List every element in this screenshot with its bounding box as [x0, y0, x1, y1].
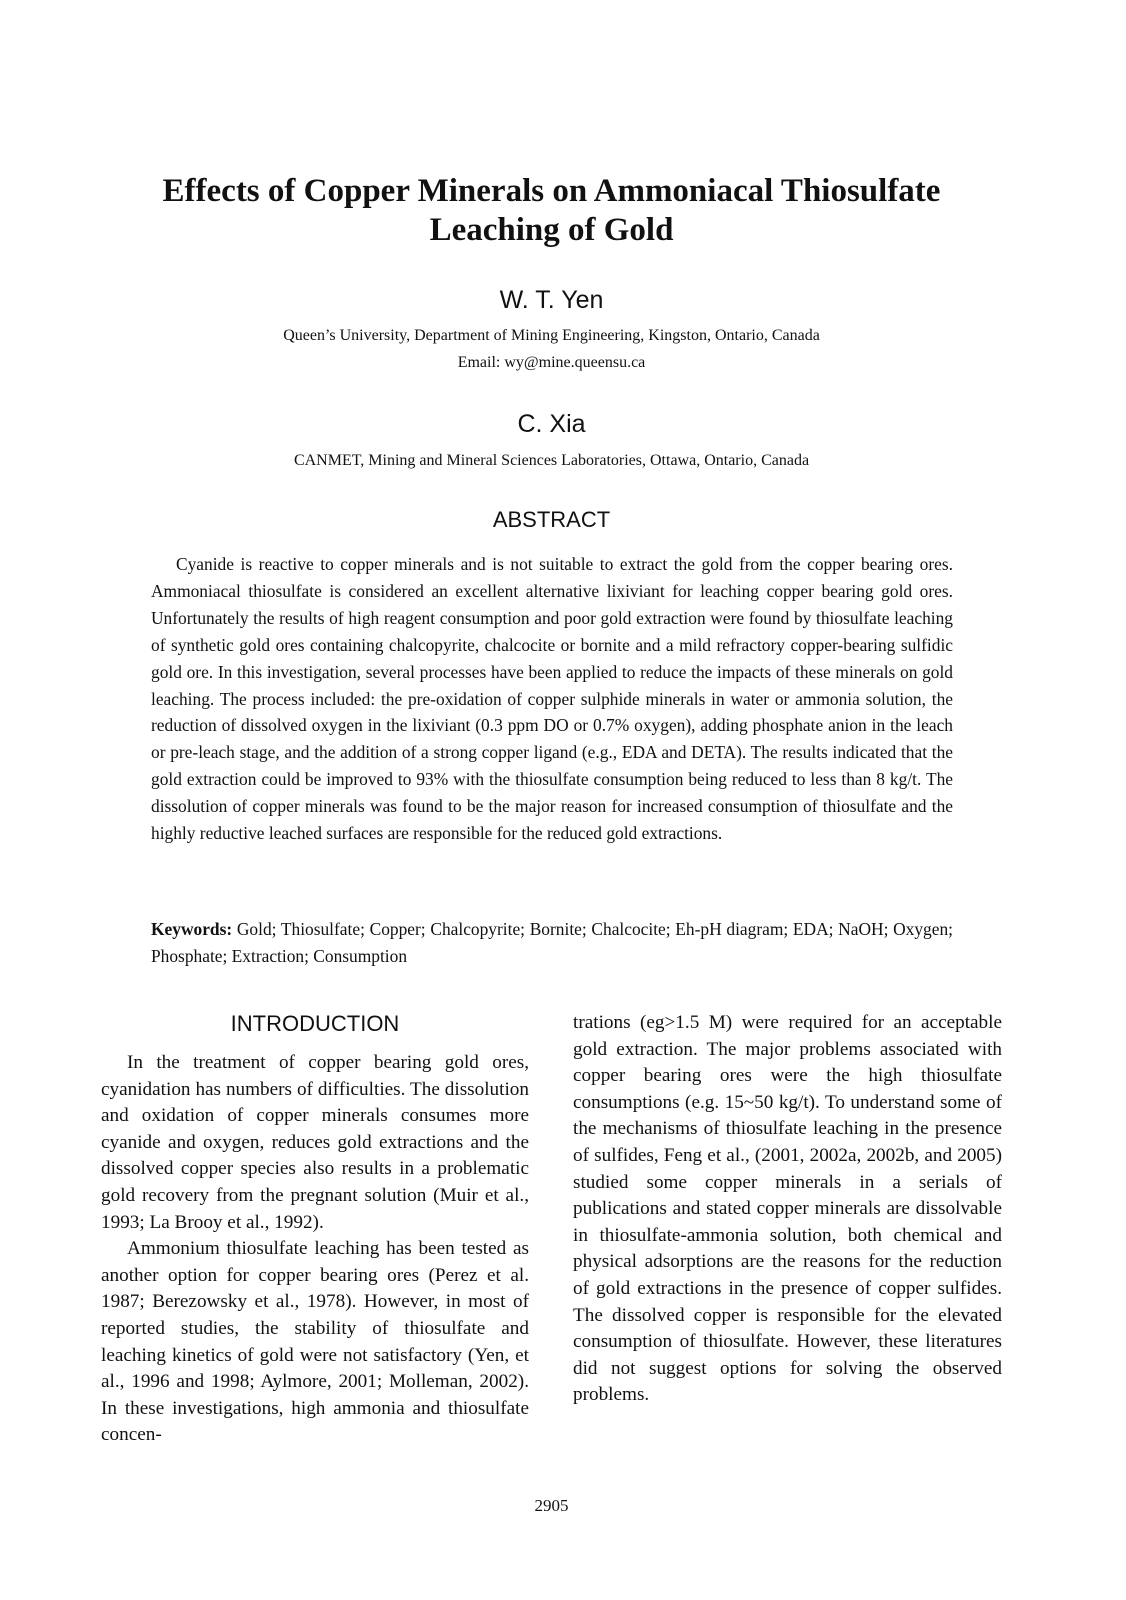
- intro-paragraph-1: In the treatment of copper bearing gold ores, cyanidation has numbers of difficulties. The dissolution and oxidation of copper minerals consumes more cyanide and oxygen, reduces gold extractions and the dissolved copper species also results in a problematic gold recovery from the pregnant solution (Muir et al., 1993; La Brooy et al., 1992).: [101, 1052, 529, 1233]
- title-line-2: Leaching of Gold: [429, 212, 674, 248]
- keywords-list: Gold; Thiosulfate; Copper; Chalcopyrite; Bornite; Chalcocite; Eh-pH diagram; EDA; NaOH; Oxygen; Phosphate; Extraction; Consumption: [151, 919, 953, 966]
- paper-title: [100, 172, 1003, 250]
- page-number: 2905: [534, 1496, 569, 1515]
- keywords-label: Keywords:: [151, 919, 233, 939]
- author-affiliation-2: CANMET, Mining and Mineral Sciences Laboratories, Ottawa, Ontario, Canada: [293, 452, 810, 469]
- intro-paragraph-2-start: Ammonium thiosulfate leaching has been tested as another option for copper bearing ores (Perez et al. 1987; Berezowsky et al., 1978). However, in most of reported studies, the stability of thiosulfate and leaching kinetics of gold were not satisfactory (Yen, et al., 1996 and 1998; Aylmore, 2001; Molleman, 2002). In these investigations, high ammonia and thiosulfate concen-: [101, 1238, 529, 1446]
- intro-paragraph-2-continued: trations (eg>1.5 M) were required for an acceptable gold extraction. The major problems associated with copper bearing ores were the high thiosulfate consumptions (e.g. 15~50 kg/t). To understand some of the mechanisms of thiosulfate leaching in the presence of sulfides, Feng et al., (2001, 2002a, 2002b, and 2005) studied some copper minerals in a serials of publications and stated copper minerals are dissolvable in thiosulfate-ammonia solution, both chemical and physical adsorptions are the reasons for the reduction of gold extractions in the presence of copper sulfides. The dissolved copper is responsible for the elevated consumption of thiosulfate. However, these literatures did not suggest options for solving the observed problems.: [573, 1012, 1002, 1406]
- author-affiliation-1: Queen’s University, Department of Mining Engineering, Kingston, Ontario, Canada: [283, 327, 820, 344]
- author-name-1: W. T. Yen: [499, 286, 604, 314]
- abstract-text: Cyanide is reactive to copper minerals and is not suitable to extract the gold from the copper bearing ores. Ammoniacal thiosulfate is considered an excellent alternative lixiviant for leaching copper bearing gold ores. Unfortunately the results of high reagent consumption and poor gold extraction were found by thiosulfate leaching of synthetic gold ores containing chalcopyrite, chalcocite or bornite and a mild refractory copper-bearing sulfidic gold ore. In this investigation, several processes have been applied to reduce the impacts of these minerals on gold leaching. The process included: the pre-oxidation of copper sulphide minerals in water or ammonia solution, the reduction of dissolved oxygen in the lixiviant (0.3 ppm DO or 0.7% oxygen), adding phosphate anion in the leach or pre-leach stage, and the addition of a strong copper ligand (e.g., EDA and DETA). The results indicated that the gold extraction could be improved to 93% with the thiosulfate consumption being reduced to less than 8 kg/t. The dissolution of copper minerals was found to be the major reason for increased consumption of thiosulfate and the highly reductive leached surfaces are responsible for the reduced gold extractions.: [151, 554, 953, 844]
- intro-column-right: [573, 1010, 1002, 1409]
- intro-column-left: [101, 1050, 529, 1449]
- introduction-heading: INTRODUCTION: [230, 1011, 400, 1036]
- title-line-1: Effects of Copper Minerals on Ammoniacal Thiosulfate: [162, 173, 941, 209]
- abstract-heading: ABSTRACT: [492, 507, 611, 532]
- author-email-1: Email: wy@mine.queensu.ca: [457, 354, 646, 371]
- author-name-2: C. Xia: [517, 410, 586, 438]
- keywords: [151, 916, 953, 970]
